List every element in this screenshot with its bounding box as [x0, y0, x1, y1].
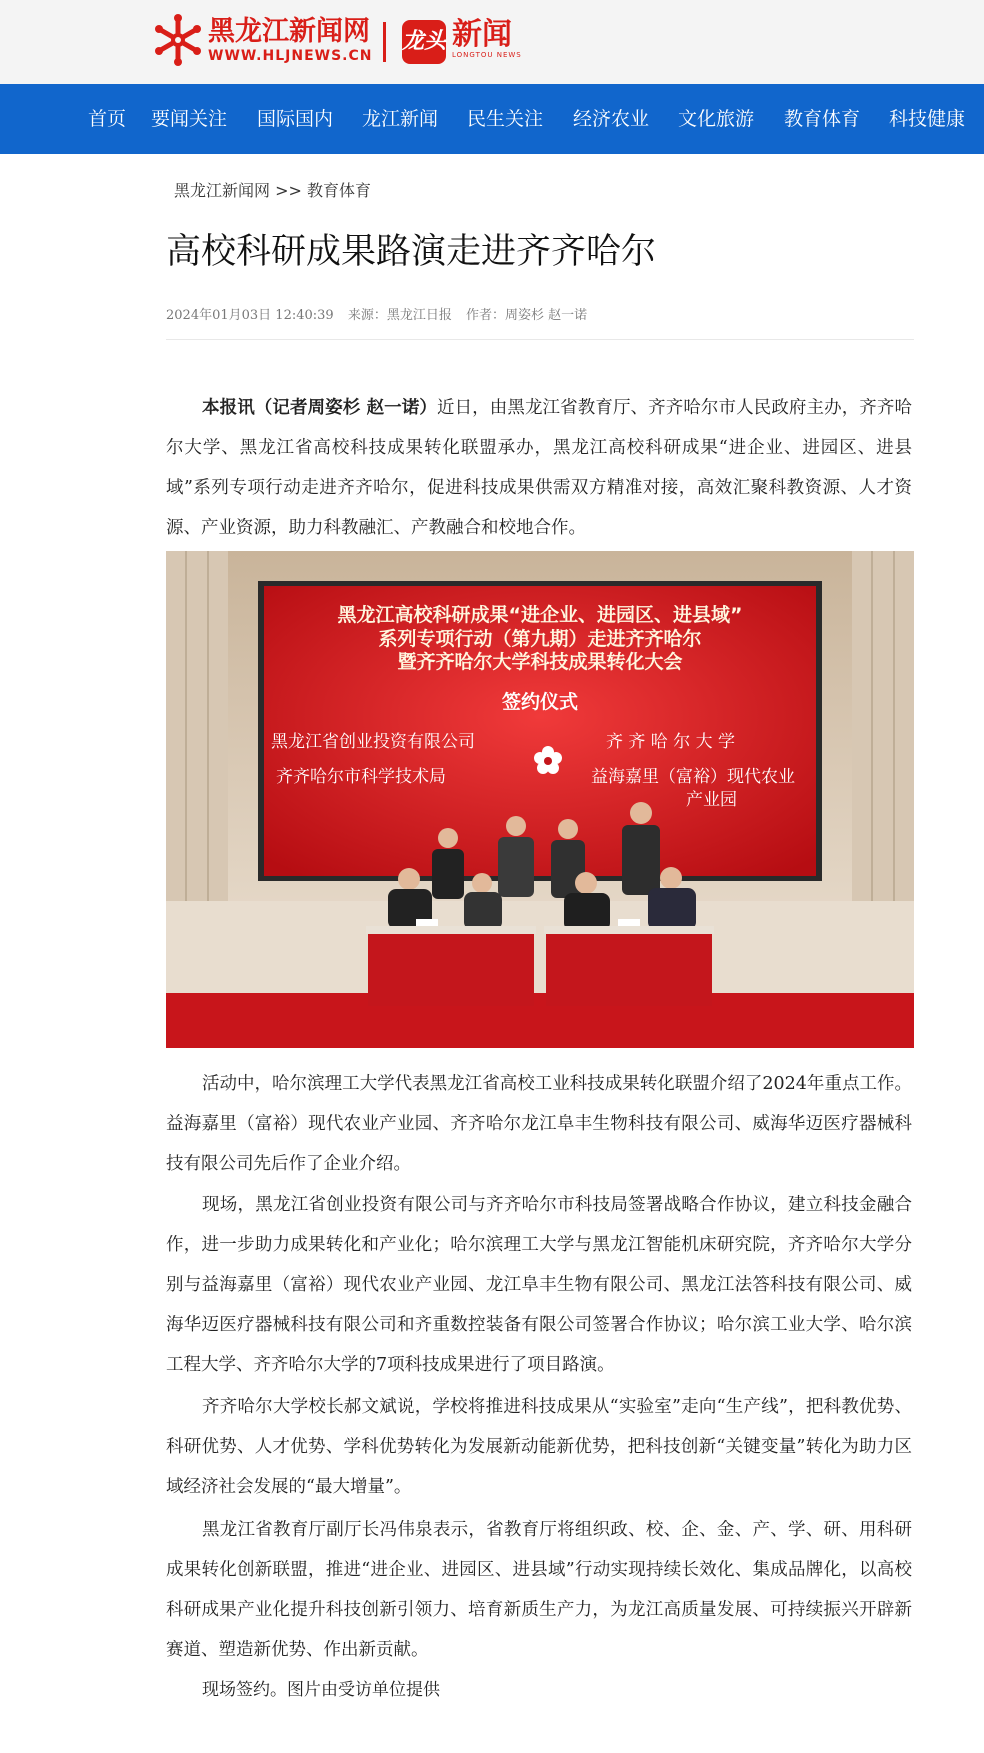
- article-paragraph-2: 活动中，哈尔滨理工大学代表黑龙江省高校工业科技成果转化联盟介绍了2024年重点工作。益海嘉里（富裕）现代农业产业园、齐齐哈尔龙江阜丰生物科技有限公司、威海华迈医疗器械科技有限公司先后作了企业介绍。: [166, 1074, 912, 1174]
- article-lead: 本报讯（记者周姿杉 赵一诺）: [202, 398, 437, 418]
- breadcrumb[interactable]: 黑龙江新闻网 >> 教育体育: [174, 181, 371, 200]
- nav-item-longjiang[interactable]: 龙江新闻: [362, 108, 439, 130]
- banner-party-left-2: 齐齐哈尔市科学技术局: [276, 767, 446, 787]
- longtou-news-subtitle: LONGTOU NEWS: [452, 51, 522, 59]
- article-paragraph-4: 齐齐哈尔大学校长郝文斌说，学校将推进科技成果从“实验室”走向“生产线”，把科教优势、科研优势、人才优势、学科优势转化为发展新动能新优势，把科技创新“关键变量”转化为助力区域经济社会发展的“最大增量”。: [166, 1397, 912, 1497]
- article-paragraph-1: 本报讯（记者周姿杉 赵一诺）近日，由黑龙江省教育厅、齐齐哈尔市人民政府主办，齐齐哈尔大学、黑龙江省高校科技成果转化联盟承办，黑龙江高校科研成果“进企业、进园区、进县域”系列专项行动走进齐齐哈尔，促进科技成果供需双方精准对接，高效汇聚科教资源、人才资源、产业资源，助力科教融汇、产教融合和校地合作。: [166, 398, 913, 538]
- nav-item-livelihood[interactable]: 民生关注: [467, 108, 544, 130]
- meta-divider: [166, 339, 914, 340]
- site-name[interactable]: 黑龙江新闻网: [208, 16, 370, 47]
- snowflake-logo-icon[interactable]: [152, 14, 204, 66]
- banner-title-line-2: 系列专项行动（第九期）走进齐齐哈尔: [378, 628, 702, 650]
- banner-party-right-1: 齐 齐 哈 尔 大 学: [606, 732, 736, 752]
- nav-item-education[interactable]: 教育体育: [784, 108, 861, 130]
- photo-caption: 现场签约。图片由受访单位提供: [202, 1680, 440, 1700]
- article-title: 高校科研成果路演走进齐齐哈尔: [166, 232, 657, 272]
- nav-item-home[interactable]: 首页: [88, 108, 127, 130]
- banner-title-line-1: 黑龙江高校科研成果“进企业、进园区、进县域”: [337, 604, 743, 626]
- article-paragraph-3: 现场，黑龙江省创业投资有限公司与齐齐哈尔市科技局签署战略合作协议，建立科技金融合作，进一步助力成果转化和产业化；哈尔滨理工大学与黑龙江智能机床研究院，齐齐哈尔大学分别与益海嘉里（富裕）现代农业产业园、龙江阜丰生物有限公司、黑龙江法答科技有限公司、威海华迈医疗器械科技有限公司和齐重数控装备有限公司签署合作协议；哈尔滨工业大学、哈尔滨工程大学、齐齐哈尔大学的7项科技成果进行了项目路演。: [166, 1195, 912, 1375]
- main-nav: [0, 84, 984, 154]
- banner-party-right-3: 产业园: [686, 790, 737, 810]
- nav-item-culture[interactable]: 文化旅游: [678, 108, 755, 130]
- longtou-news-name[interactable]: 新闻: [452, 17, 512, 52]
- article-source: 来源：黑龙江日报: [347, 308, 452, 323]
- banner-title-line-3: 暨齐齐哈尔大学科技成果转化大会: [397, 651, 683, 673]
- banner-party-right-2: 益海嘉里（富裕）现代农业: [591, 767, 795, 787]
- article-author: 作者：周姿杉 赵一诺: [465, 308, 588, 323]
- article-meta: [166, 304, 597, 323]
- article-photo: [166, 551, 914, 1048]
- banner-party-left-1: 黑龙江省创业投资有限公司: [271, 732, 475, 752]
- logo-divider: [383, 22, 386, 62]
- longtou-logo-icon[interactable]: 龙头: [402, 20, 446, 64]
- banner-ceremony-label: 签约仪式: [501, 691, 579, 713]
- signing-ceremony-image: [166, 551, 914, 1048]
- nav-item-economy[interactable]: 经济农业: [573, 108, 650, 130]
- article-paragraph-5: 黑龙江省教育厅副厅长冯伟泉表示，省教育厅将组织政、校、企、金、产、学、研、用科研成果转化创新联盟，推进“进企业、进园区、进县域”行动实现持续长效化、集成品牌化，以高校科研成果产业化提升科技创新引领力、培育新质生产力，为龙江高质量发展、可持续振兴开辟新赛道、塑造新优势、作出新贡献。: [166, 1520, 912, 1660]
- nav-item-international[interactable]: 国际国内: [257, 108, 334, 130]
- site-url: WWW.HLJNEWS.CN: [208, 48, 373, 64]
- article-date: 2024年01月03日 12:40:39: [166, 308, 334, 323]
- site-header: [0, 0, 984, 84]
- nav-item-headlines[interactable]: 要闻关注: [151, 108, 228, 130]
- nav-item-tech[interactable]: 科技健康: [889, 108, 966, 130]
